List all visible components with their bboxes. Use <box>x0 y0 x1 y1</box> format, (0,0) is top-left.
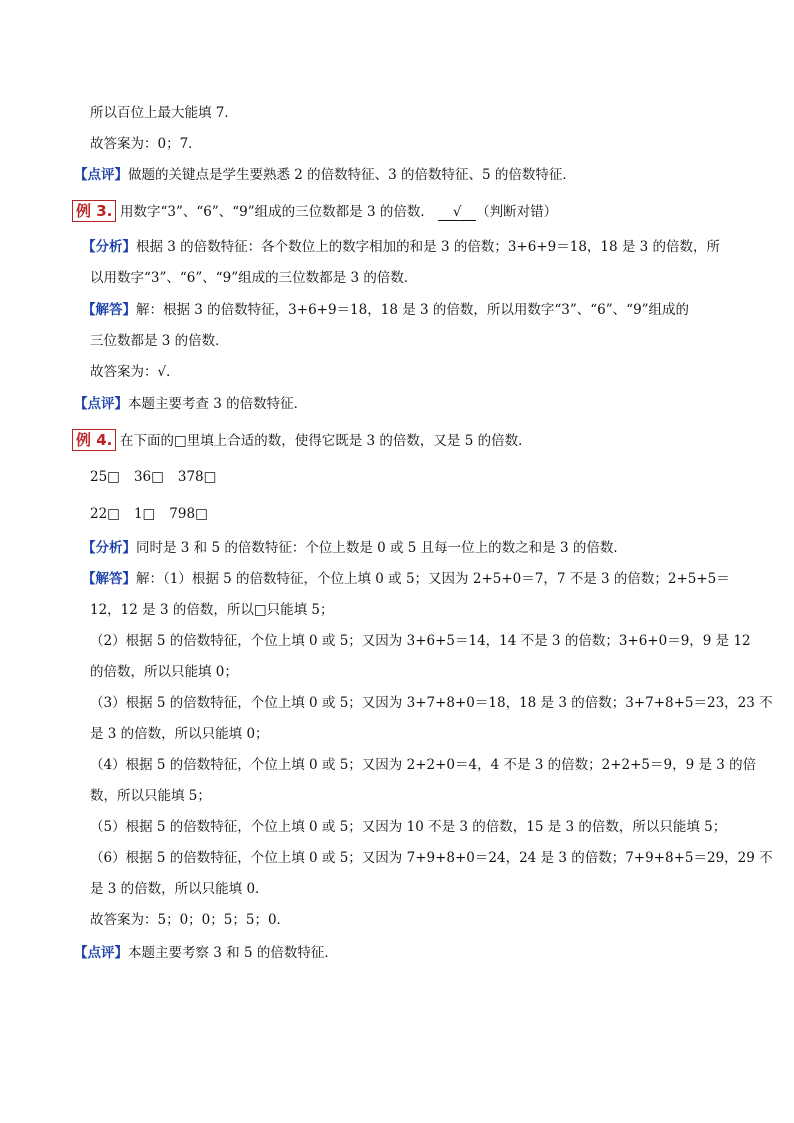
analysis-text: 同时是 3 和 5 的倍数特征：个位上数是 0 或 5 且每一位上的数之和是 3 的倍数． <box>136 540 627 556</box>
comment-tag: 【点评】 <box>74 945 128 961</box>
question-suffix: （判断对错） <box>476 204 558 220</box>
solution-step: （4）根据 5 的倍数特征，个位上填 0 或 5；又因为 2+2+0＝4，4 不是 3 的倍数；2+2+5＝9，9 是 3 的倍 <box>90 757 757 773</box>
number-item: 798□ <box>169 506 208 522</box>
analysis-line-2: 以用数字“3”、“6”、“9”组成的三位数都是 3 的倍数． <box>90 270 418 286</box>
number-row-1 <box>90 469 230 485</box>
solution-line-2: 三位数都是 3 的倍数． <box>90 333 229 349</box>
solution-tag: 【解答】 <box>82 302 136 318</box>
analysis-text: 根据 3 的倍数特征：各个数位上的数字相加的和是 3 的倍数；3+6+9＝18，18 是 3 的倍数，所 <box>136 239 721 255</box>
comment-text: 本题主要考查 3 的倍数特征． <box>128 396 308 412</box>
question-text: 用数字“3”、“6”、“9”组成的三位数都是 3 的倍数． <box>120 204 434 220</box>
solution-step: 是 3 的倍数，所以只能填 0； <box>90 726 269 742</box>
comment-tag: 【点评】 <box>74 396 128 412</box>
comment-tag: 【点评】 <box>74 167 128 183</box>
number-item: 36□ <box>133 469 164 485</box>
comment-text: 本题主要考察 3 和 5 的倍数特征． <box>128 945 338 961</box>
number-row-2 <box>90 506 222 522</box>
number-item: 1□ <box>133 506 156 522</box>
answer-blank: √ <box>438 204 476 221</box>
solution-tag: 【解答】 <box>82 571 136 587</box>
comment-line <box>74 166 576 184</box>
solution-step: 的倍数，所以只能填 0； <box>90 664 238 680</box>
solution-step: 是 3 的倍数，所以只能填 0． <box>90 881 269 897</box>
solution-step: （2）根据 5 的倍数特征，个位上填 0 或 5；又因为 3+6+5＝14，14 不是 3 的倍数；3+6+0＝9，9 是 12 <box>90 633 751 649</box>
solution-text: 解：（1）根据 5 的倍数特征，个位上填 0 或 5；又因为 2+5+0＝7，7 不是 3 的倍数；2+5+5＝ <box>136 571 730 587</box>
answer-line: 故答案为：0；7． <box>90 136 202 152</box>
solution-line-4 <box>82 570 730 588</box>
number-item: 378□ <box>177 469 217 485</box>
solution-answer: 故答案为：√． <box>90 364 180 380</box>
analysis-line <box>82 238 720 256</box>
number-item: 22□ <box>90 506 120 522</box>
text-line: 所以百位上最大能填 7． <box>90 105 238 121</box>
example-4-label: 例 4. <box>72 429 116 451</box>
analysis-tag: 【分析】 <box>82 540 136 556</box>
comment-line-2 <box>74 395 307 413</box>
comment-text: 做题的关键点是学生要熟悉 2 的倍数特征、3 的倍数特征、5 的倍数特征． <box>128 167 576 183</box>
solution-step: （6）根据 5 的倍数特征，个位上填 0 或 5；又因为 7+9+8+0＝24，24 是 3 的倍数；7+9+8+5＝29，29 不 <box>90 850 773 866</box>
comment-line-4 <box>74 944 338 962</box>
analysis-line-4 <box>82 539 627 557</box>
solution-step: （3）根据 5 的倍数特征，个位上填 0 或 5；又因为 3+7+8+0＝18，18 是 3 的倍数；3+7+8+5＝23，23 不 <box>90 695 773 711</box>
answer-line: 故答案为：5；0；0；5；5；0． <box>90 912 291 928</box>
solution-step: 12，12 是 3 的倍数，所以□只能填 5； <box>90 602 334 618</box>
solution-step: （5）根据 5 的倍数特征，个位上填 0 或 5；又因为 10 不是 3 的倍数，15 是 3 的倍数，所以只能填 5； <box>90 819 727 835</box>
example-3-question <box>120 203 557 221</box>
analysis-tag: 【分析】 <box>82 239 136 255</box>
solution-text: 解：根据 3 的倍数特征，3+6+9＝18，18 是 3 的倍数，所以用数字“3”、“6”、“9”组成的 <box>136 302 690 318</box>
example-3-label: 例 3. <box>72 200 116 222</box>
solution-step: 数，所以只能填 5； <box>90 788 211 804</box>
example-4-question: 在下面的□里填上合适的数，使得它既是 3 的倍数，又是 5 的倍数． <box>120 433 532 449</box>
number-item: 25□ <box>90 469 120 485</box>
solution-line <box>82 301 689 319</box>
